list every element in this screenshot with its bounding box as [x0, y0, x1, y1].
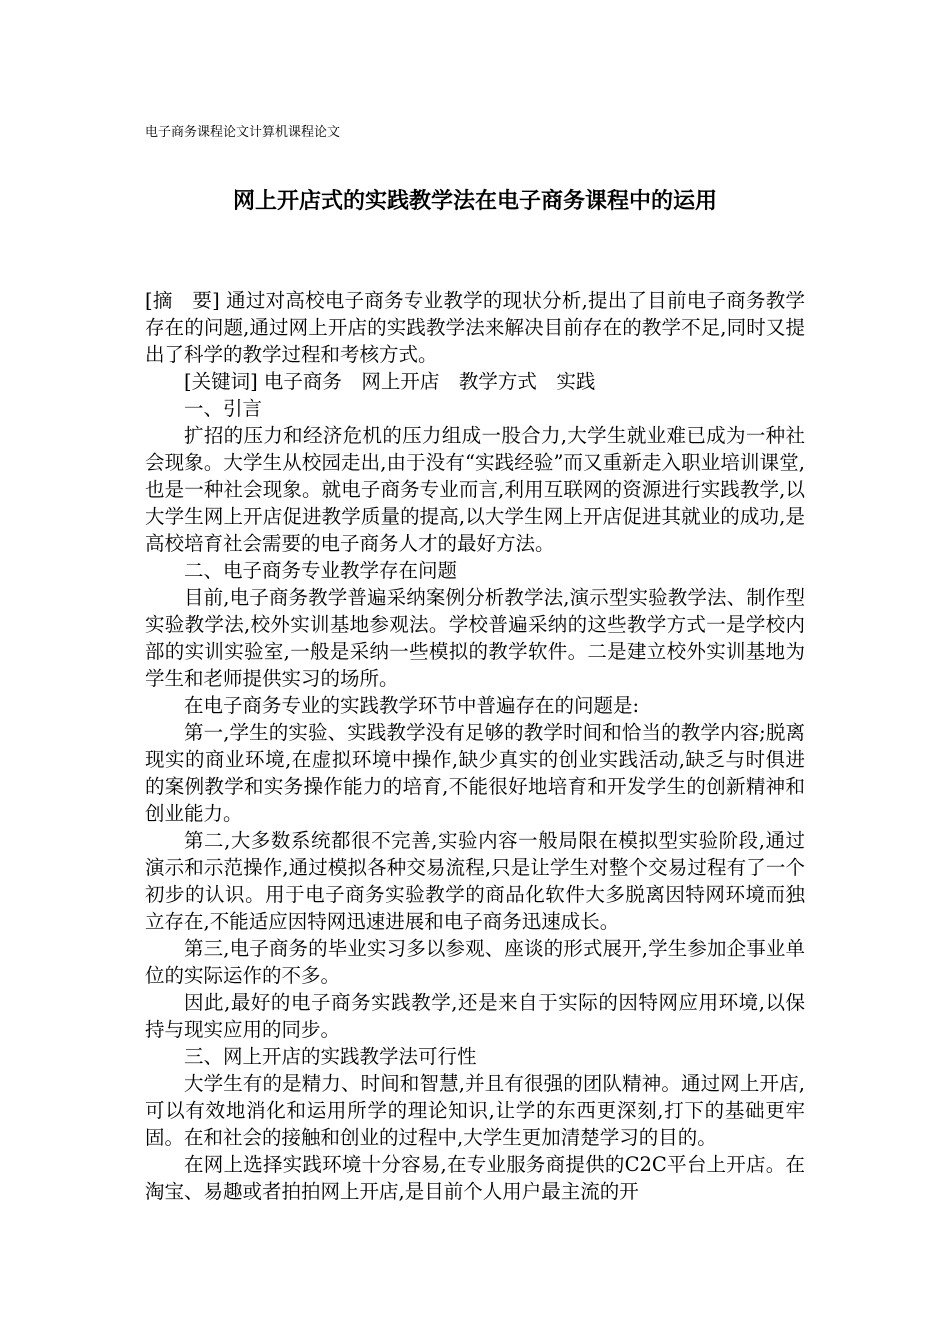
section-heading: 三、网上开店的实践教学法可行性 [184, 1045, 477, 1068]
body-paragraph: 在电子商务专业的实践教学环节中普遍存在的问题是: [184, 694, 640, 717]
body-paragraph: 大学生有的是精力、时间和智慧,并且有很强的团队精神。通过网上开店,可以有效地消化和运用所学的理论知识,让学的东西更深刻,打下的基础更牢固。在和社会的接触和创业的过程中,大学生更加清楚学习的目的。 [145, 1072, 805, 1149]
body-paragraph: 因此,最好的电子商务实践教学,还是来自于实际的因特网应用环境,以保持与现实应用的同步。 [145, 991, 805, 1041]
keywords-paragraph: [关键词] 电子商务 网上开店 教学方式 实践 [184, 370, 596, 393]
body-paragraph: 目前,电子商务教学普遍采纳案例分析教学法,演示型实验教学法、制作型实验教学法,校外实训基地参观法。学校普遍采纳的这些教学方式一是学校内部的实训实验室,一般是采纳一些模拟的教学软件。二是建立校外实训基地为学生和老师提供实习的场所。 [145, 586, 805, 690]
section-heading: 一、引言 [184, 397, 263, 420]
document-body [145, 287, 805, 1205]
body-paragraph: 扩招的压力和经济危机的压力组成一股合力,大学生就业难已成为一种社会现象。大学生从校园走出,由于没有“实践经验”而又重新走入职业培训课堂,也是一种社会现象。就电子商务专业而言,利用互联网的资源进行实践教学,以大学生网上开店促进教学质量的提高,以大学生网上开店促进其就业的成功,是高校培育社会需要的电子商务人才的最好方法。 [145, 424, 805, 555]
document-header: 电子商务课程论文计算机课程论文 [145, 125, 341, 140]
body-paragraph: 第一,学生的实验、实践教学没有足够的教学时间和恰当的教学内容;脱离现实的商业环境,在虚拟环境中操作,缺少真实的创业实践活动,缺乏与时俱进的案例教学和实务操作能力的培育,不能很好地培育和开发学生的创新精神和创业能力。 [145, 721, 805, 825]
body-paragraph: 第二,大多数系统都很不完善,实验内容一般局限在模拟型实验阶段,通过演示和示范操作,通过模拟各种交易流程,只是让学生对整个交易过程有了一个初步的认识。用于电子商务实验教学的商品化软件大多脱离因特网环境而独立存在,不能适应因特网迅速进展和电子商务迅速成长。 [145, 829, 805, 933]
document-title: 网上开店式的实践教学法在电子商务课程中的运用 [232, 189, 717, 214]
abstract-paragraph: [摘 要] 通过对高校电子商务专业教学的现状分析,提出了目前电子商务教学存在的问题,通过网上开店的实践教学法来解决目前存在的教学不足,同时又提出了科学的教学过程和考核方式。 [145, 289, 805, 366]
section-heading: 二、电子商务专业教学存在问题 [184, 559, 458, 582]
body-paragraph: 第三,电子商务的毕业实习多以参观、座谈的形式展开,学生参加企事业单位的实际运作的不多。 [145, 937, 805, 987]
body-paragraph: 在网上选择实践环境十分容易,在专业服务商提供的C2C平台上开店。在淘宝、易趣或者拍拍网上开店,是目前个人用户最主流的开 [145, 1153, 805, 1203]
